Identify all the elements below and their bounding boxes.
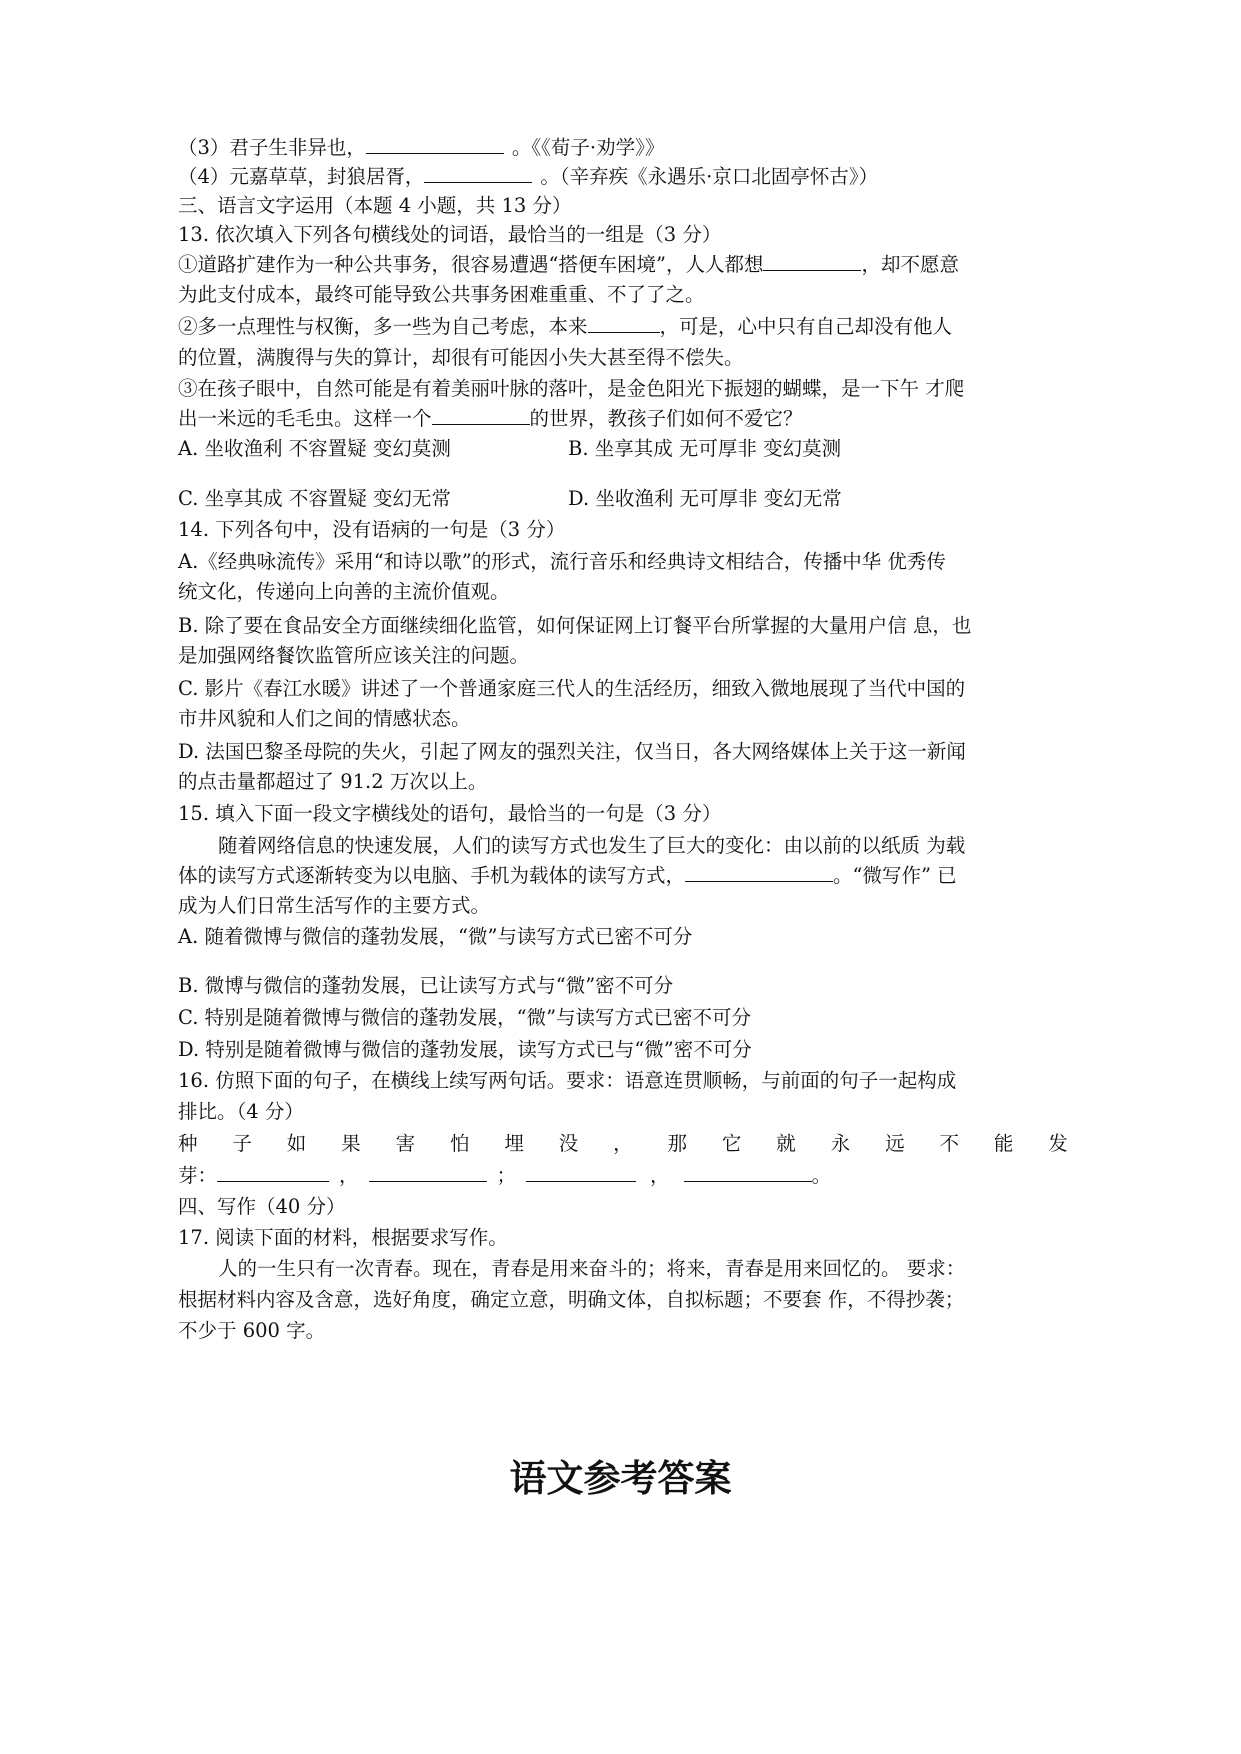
poetry-q4-source: 。（辛弃疾《永遇乐·京口北固亭怀古》） [540, 165, 879, 188]
answer-blank[interactable] [366, 133, 504, 154]
q17-line1: 人的一生只有一次青春。现在，青春是用来奋斗的；将来，青春是用来回忆的。 要求： [218, 1257, 966, 1280]
q16-stem-line1: 16. 仿照下面的句子，在横线上续写两句话。要求：语意连贯顺畅，与前面的句子一起构成 [178, 1069, 957, 1092]
q16-answer-line [178, 1160, 1068, 1192]
q16-sep: ； [496, 1164, 517, 1187]
q16-tail: 芽： [178, 1164, 218, 1187]
q13-s2-text-end: ，可是，心中只有自己却没有他人 [659, 315, 953, 338]
q15-option-a[interactable]: A. 随着微博与微信的蓬勃发展，“微”与读写方式已密不可分 [178, 925, 693, 948]
answer-blank[interactable] [432, 404, 530, 425]
q16-model-chars [178, 1128, 1068, 1160]
answer-blank[interactable] [526, 1161, 636, 1182]
q14-option-b-line2: 是加强网络餐饮监管所应该关注的问题。 [178, 644, 530, 667]
q13-s3-text-end: 的世界，教孩子们如何不爱它？ [529, 407, 803, 430]
q16-model-char: ， [613, 1132, 633, 1155]
q13-option-d[interactable]: D. 坐收渔利 无可厚非 变幻无常 [568, 487, 842, 510]
q16-model-char: 埋 [504, 1132, 524, 1155]
q16-sep: ， [650, 1164, 670, 1187]
answer-blank[interactable] [763, 250, 861, 271]
poetry-q4-text: （4）元嘉草草，封狼居胥， [178, 165, 425, 188]
q13-options-ab [178, 433, 1068, 465]
q15-option-c[interactable]: C. 特别是随着微博与微信的蓬勃发展，“微”与读写方式已密不可分 [178, 1006, 752, 1029]
q16-sep: ， [339, 1164, 359, 1187]
q14-option-a-line1[interactable]: A.《经典咏流传》采用“和诗以歌”的形式，流行音乐和经典诗文相结合，传播中华 优秀传 [178, 550, 946, 573]
q16-end: 。 [811, 1164, 832, 1187]
poetry-q4 [178, 161, 1068, 193]
q16-model-char: 果 [341, 1132, 361, 1155]
q15-stem: 15. 填入下面一段文字横线处的语句，最恰当的一句是（3 分） [178, 802, 722, 825]
answers-title: 语文参考答案 [509, 1457, 732, 1500]
q15-passage-line2 [178, 860, 1068, 892]
q16-model-char: 怕 [449, 1132, 470, 1155]
q14-option-c-line1[interactable]: C. 影片《春江水暖》讲述了一个普通家庭三代人的生活经历，细致入微地展现了当代中国的 [178, 677, 966, 700]
q15-passage-text-end: 。“微写作” 已 [833, 864, 957, 887]
q14-option-d-line1[interactable]: D. 法国巴黎圣母院的失火，引起了网友的强烈关注，仅当日，各大网络媒体上关于这一新闻 [178, 740, 966, 763]
answer-blank[interactable] [369, 1161, 487, 1182]
q15-passage-line3: 成为人们日常生活写作的主要方式。 [178, 894, 491, 917]
q13-s3-text: 出一米远的毛毛虫。这样一个 [178, 407, 432, 430]
q13-s1-line2: 为此支付成本，最终可能导致公共事务困难重重、不了了之。 [178, 283, 705, 306]
q17-line3: 不少于 600 字。 [178, 1319, 326, 1342]
q16-model-char: 远 [885, 1132, 905, 1155]
q16-model-char: 没 [558, 1132, 579, 1155]
poetry-q3 [178, 132, 1068, 164]
q17-stem: 17. 阅读下面的材料，根据要求写作。 [178, 1226, 508, 1249]
q13-stem: 13. 依次填入下列各句横线处的词语，最恰当的一组是（3 分） [178, 223, 722, 246]
q16-model-char: 发 [1048, 1132, 1068, 1155]
q13-option-b[interactable]: B. 坐享其成 无可厚非 变幻莫测 [568, 437, 842, 460]
q13-s3-line1: ③在孩子眼中，自然可能是有着美丽叶脉的落叶，是金色阳光下振翅的蝴蝶，是一下午 才爬 [178, 377, 965, 400]
q16-model-char: 永 [830, 1132, 851, 1155]
q16-model-char: 那 [667, 1132, 688, 1155]
poetry-q3-text: （3）君子生非异也， [178, 136, 366, 159]
q14-option-d-line2: 的点击量都超过了 91.2 万次以上。 [178, 770, 488, 793]
q13-s2-line1 [178, 311, 1068, 343]
answer-blank[interactable] [685, 861, 833, 882]
q15-option-d[interactable]: D. 特别是随着微博与微信的蓬勃发展，读写方式已与“微”密不可分 [178, 1038, 752, 1061]
q13-options-cd [178, 483, 1068, 515]
answer-blank[interactable] [217, 1161, 329, 1182]
q15-passage-text: 体的读写方式逐渐转变为以电脑、手机为载体的读写方式， [178, 864, 686, 887]
q13-s1-text-end: ，却不愿意 [861, 253, 959, 276]
q13-s3-line2 [178, 403, 1068, 435]
answer-blank[interactable] [588, 312, 660, 333]
q13-s2-text: ②多一点理性与权衡，多一些为自己考虑，本来 [178, 315, 588, 338]
q16-model-char: 如 [286, 1132, 307, 1155]
q16-model-char: 就 [776, 1132, 796, 1155]
section-heading-4: 四、写作（40 分） [178, 1195, 346, 1218]
q16-model-char: 不 [939, 1132, 959, 1155]
q13-s1-text: ①道路扩建作为一种公共事务，很容易遭遇“搭便车困境”，人人都想 [178, 253, 764, 276]
q14-option-a-line2: 统文化，传递向上向善的主流价值观。 [178, 580, 510, 603]
q16-model-sentence [178, 1128, 1068, 1160]
answer-blank[interactable] [684, 1161, 812, 1182]
q16-model-char: 子 [232, 1132, 252, 1155]
q14-stem: 14. 下列各句中，没有语病的一句是（3 分） [178, 518, 566, 541]
q15-option-b[interactable]: B. 微博与微信的蓬勃发展，已让读写方式与“微”密不可分 [178, 974, 674, 997]
q15-passage-line1: 随着网络信息的快速发展，人们的读写方式也发生了巨大的变化：由以前的以纸质 为载 [218, 834, 966, 857]
q16-model-char: 它 [721, 1132, 742, 1155]
answer-blank[interactable] [424, 162, 532, 183]
q16-model-char: 能 [993, 1132, 1014, 1155]
q17-line2: 根据材料内容及含意，选好角度，确定立意，明确文体，自拟标题；不要套 作，不得抄袭； [178, 1288, 965, 1311]
q13-s2-line2: 的位置，满腹得与失的算计，却很有可能因小失大甚至得不偿失。 [178, 346, 744, 369]
poetry-q3-source: 。《《荀子·劝学》》 [511, 136, 665, 159]
q13-option-c[interactable]: C. 坐享其成 不容置疑 变幻无常 [178, 487, 452, 510]
q16-model-char: 种 [178, 1132, 198, 1155]
q14-option-c-line2: 市井风貌和人们之间的情感状态。 [178, 707, 471, 730]
q16-model-char: 害 [395, 1132, 416, 1155]
q13-option-a[interactable]: A. 坐收渔利 不容置疑 变幻莫测 [178, 437, 451, 460]
q14-option-b-line1[interactable]: B. 除了要在食品安全方面继续细化监管，如何保证网上订餐平台所掌握的大量用户信 息，也 [178, 614, 972, 637]
section-heading-3: 三、语言文字运用（本题 4 小题，共 13 分） [178, 194, 572, 217]
q16-stem-line2: 排比。（4 分） [178, 1100, 304, 1123]
q13-s1-line1 [178, 249, 1068, 281]
